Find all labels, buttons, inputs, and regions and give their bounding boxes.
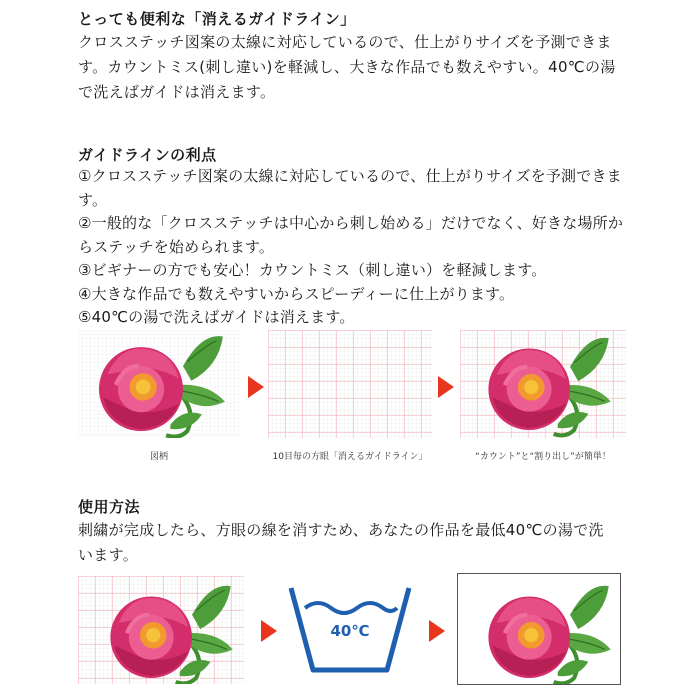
section1-heading: とっても便利な「消えるガイドライン」: [78, 10, 356, 28]
temperature-label: 40℃: [330, 622, 370, 640]
right-arrow-icon: [248, 376, 264, 398]
flower-on-grid-image: [460, 330, 626, 438]
caption-guideline: 10目毎の方眼「消えるガイドライン」: [272, 452, 428, 462]
benefit-item: ①クロスステッチ図案の太線に対応しているので、仕上がりサイズを予測できます。: [78, 167, 622, 209]
section2-heading: ガイドラインの利点: [78, 146, 217, 164]
section3-body: [78, 518, 638, 568]
section1-line: で洗えばガイドは消えます。: [78, 83, 276, 101]
flower-pattern-image: [78, 330, 240, 438]
right-arrow-icon: [438, 376, 454, 398]
section3-line: います。: [78, 546, 139, 564]
grid-fabric-image: [268, 330, 432, 438]
section1-body: [78, 30, 638, 105]
section1-line: クロスステッチ図案の太線に対応しているので、仕上がりサイズを予測できま: [78, 33, 612, 51]
section1-line: す。カウントミス(刺し違い)を軽減し、大きな作品でも数えやすい。40℃の湯: [78, 58, 616, 76]
caption-pattern: 図柄: [149, 452, 168, 462]
right-arrow-icon: [429, 620, 445, 642]
stitched-flower-on-grid-image: [78, 576, 244, 684]
right-arrow-icon: [261, 620, 277, 642]
caption-easy: “カウント”と“割り出し”が簡単！: [475, 452, 611, 462]
finished-flower-image: [457, 573, 621, 685]
section3-line: 刺繍が完成したら、方眼の線を消すため、あなたの作品を最低40℃の湯で洗: [78, 521, 604, 539]
benefit-item: ④大きな作品でも数えやすいからスピーディーに仕上がります。: [78, 284, 515, 303]
benefits-list: [78, 165, 638, 330]
section3-heading: 使用方法: [78, 498, 141, 516]
benefit-item: ⑤40℃の湯で洗えばガイドは消えます。: [78, 308, 355, 326]
benefit-item: ②一般的な「クロスステッチは中心から刺し始める」だけでなく、好きな場所か: [78, 214, 624, 232]
benefit-item: ③ビギナーの方でも安心！カウントミス（刺し違い）を軽減します。: [78, 261, 547, 279]
benefit-item: らステッチを始められます。: [78, 237, 275, 256]
